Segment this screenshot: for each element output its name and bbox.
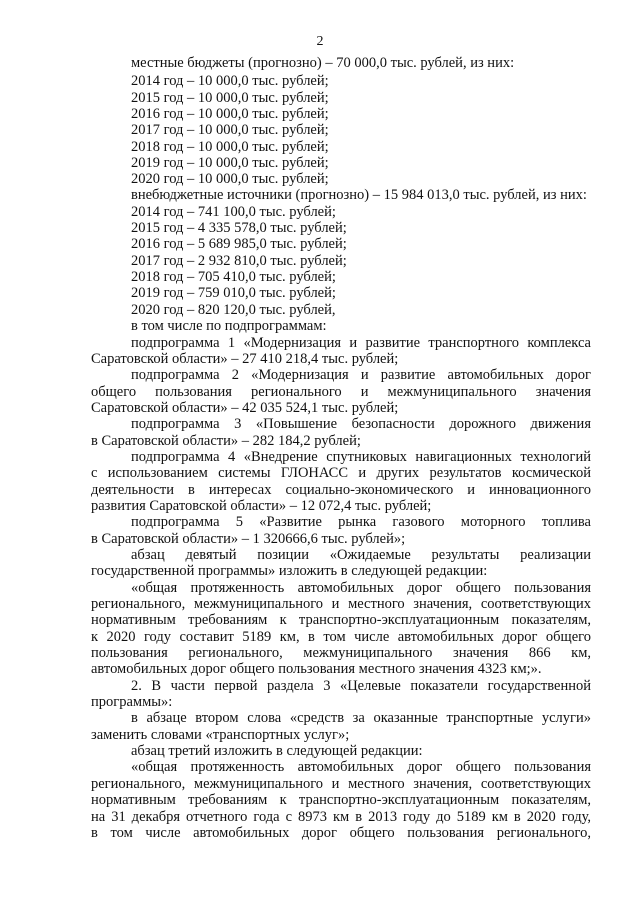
text-line: нормативным требованиям к транспортно-эксплуатационным показателям, <box>91 612 591 628</box>
text-line: 2018 год – 10 000,0 тыс. рублей; <box>131 139 329 155</box>
text-line: 2019 год – 10 000,0 тыс. рублей; <box>131 155 329 171</box>
text-line: на 31 декабря отчетного года с 8973 км в 2013 году до 5189 км в 2020 году, <box>91 809 591 825</box>
text-line: автомобильных дорог общего пользования местного значения 4323 км;». <box>91 661 542 677</box>
text-line: нормативным требованиям к транспортно-эксплуатационным показателям, <box>91 792 591 808</box>
text-line: 2019 год – 759 010,0 тыс. рублей; <box>131 285 336 301</box>
text-line: подпрограмма 1 «Модернизация и развитие транспортного комплекса <box>131 335 591 351</box>
text-line: в Саратовской области» – 282 184,2 рублей; <box>91 433 361 449</box>
text-line: абзац девятый позиции «Ожидаемые результаты реализации <box>131 547 591 563</box>
text-line: 2020 год – 10 000,0 тыс. рублей; <box>131 171 329 187</box>
text-line: 2014 год – 741 100,0 тыс. рублей; <box>131 204 336 220</box>
text-line: в том числе по подпрограммам: <box>131 318 327 334</box>
text-line: 2015 год – 10 000,0 тыс. рублей; <box>131 90 329 106</box>
text-line: 2016 год – 5 689 985,0 тыс. рублей; <box>131 236 347 252</box>
text-line: 2018 год – 705 410,0 тыс. рублей; <box>131 269 336 285</box>
text-line: абзац третий изложить в следующей редакции: <box>131 743 423 759</box>
text-line: в Саратовской области» – 1 320666,6 тыс. рублей»; <box>91 531 406 547</box>
text-line: Саратовской области» – 27 410 218,4 тыс. рублей; <box>91 351 399 367</box>
text-line: пользования регионального, межмуниципального значения 866 км, <box>91 645 591 661</box>
text-line: в том числе автомобильных дорог общего пользования регионального, <box>91 825 591 841</box>
text-line: подпрограмма 5 «Развитие рынка газового моторного топлива <box>131 514 591 530</box>
text-line: подпрограмма 3 «Повышение безопасности дорожного движения <box>131 416 591 432</box>
text-line: 2017 год – 10 000,0 тыс. рублей; <box>131 122 329 138</box>
text-line: общего пользования регионального и межмуниципального значения <box>91 384 591 400</box>
page-number: 2 <box>316 34 324 49</box>
text-line: подпрограмма 4 «Внедрение спутниковых навигационных технологий <box>131 449 591 465</box>
text-line: с использованием системы ГЛОНАСС и других результатов космической <box>91 465 591 481</box>
text-line: развития Саратовской области» – 12 072,4 тыс. рублей; <box>91 498 432 514</box>
text-line: регионального, межмуниципального и местного значения, соответствующих <box>91 596 591 612</box>
text-line: программы»: <box>91 694 173 710</box>
text-line: 2. В части первой раздела 3 «Целевые показатели государственной <box>131 678 591 694</box>
text-line: местные бюджеты (прогнозно) – 70 000,0 тыс. рублей, из них: <box>131 55 515 71</box>
text-line: 2020 год – 820 120,0 тыс. рублей, <box>131 302 336 318</box>
text-line: внебюджетные источники (прогнозно) – 15 984 013,0 тыс. рублей, из них: <box>131 187 587 203</box>
text-line: подпрограмма 2 «Модернизация и развитие автомобильных дорог <box>131 367 591 383</box>
text-line: заменить словами «транспортных услуг»; <box>91 727 350 743</box>
text-line: к 2020 году составит 5189 км, в том числе автомобильных дорог общего <box>91 629 591 645</box>
text-line: 2015 год – 4 335 578,0 тыс. рублей; <box>131 220 347 236</box>
text-line: Саратовской области» – 42 035 524,1 тыс. рублей; <box>91 400 399 416</box>
text-line: 2014 год – 10 000,0 тыс. рублей; <box>131 73 329 89</box>
text-line: государственной программы» изложить в следующей редакции: <box>91 563 488 579</box>
text-line: деятельности в интересах социально-экономического и инновационного <box>91 482 591 498</box>
text-line: «общая протяженность автомобильных дорог общего пользования <box>131 759 591 775</box>
text-line: 2016 год – 10 000,0 тыс. рублей; <box>131 106 329 122</box>
text-line: 2017 год – 2 932 810,0 тыс. рублей; <box>131 253 347 269</box>
text-line: регионального, межмуниципального и местного значения, соответствующих <box>91 776 591 792</box>
text-line: в абзаце втором слова «средств за оказанные транспортные услуги» <box>131 710 591 726</box>
text-line: «общая протяженность автомобильных дорог общего пользования <box>131 580 591 596</box>
